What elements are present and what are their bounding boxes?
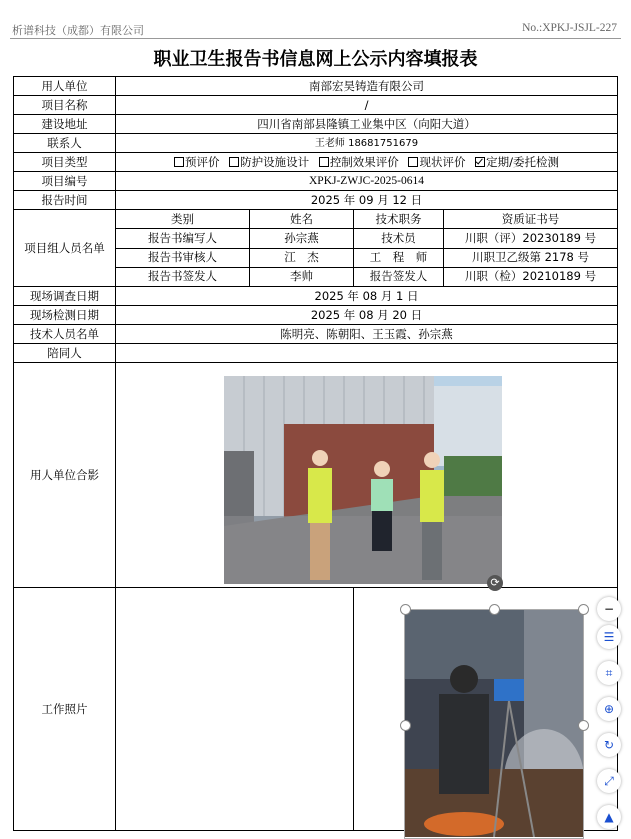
label-tech-staff: 技术人员名单 <box>14 325 116 344</box>
fit-icon[interactable]: ⤢ <box>597 769 621 793</box>
team-title: 技术员 <box>354 229 444 248</box>
value-report-date: 2025 年 09 月 12 日 <box>116 191 618 210</box>
team-name: 孙宗燕 <box>250 229 354 248</box>
row-project-name <box>14 96 618 115</box>
label-report-date: 报告时间 <box>14 191 116 210</box>
row-escort <box>14 344 618 363</box>
resize-handle[interactable] <box>400 720 411 731</box>
row-test-date <box>14 306 618 325</box>
value-contact: 王老师 18681751679 <box>116 134 618 153</box>
value-project-name: / <box>116 96 618 115</box>
label-address: 建设地址 <box>14 115 116 134</box>
label-group-photo: 用人单位合影 <box>14 363 116 588</box>
checkbox-icon <box>408 157 418 167</box>
image-selection-frame <box>404 609 584 839</box>
value-survey-date: 2025 年 08 月 1 日 <box>116 287 618 306</box>
team-cert: 川职（评）20230189 号 <box>444 229 618 248</box>
minus-icon[interactable]: − <box>597 597 621 621</box>
value-test-date: 2025 年 08 月 20 日 <box>116 306 618 325</box>
project-type-options <box>116 153 618 172</box>
value-employer: 南部宏昊铸造有限公司 <box>116 77 618 96</box>
checkbox-icon <box>174 157 184 167</box>
row-address <box>14 115 618 134</box>
value-tech-staff: 陈明亮、陈朝阳、王玉霞、孙宗燕 <box>116 325 618 344</box>
label-project-name: 项目名称 <box>14 96 116 115</box>
label-escort: 陪同人 <box>14 344 116 363</box>
label-project-no: 项目编号 <box>14 172 116 191</box>
rotate-icon[interactable]: ↻ <box>597 733 621 757</box>
group-photo[interactable] <box>224 376 502 584</box>
label-contact: 联系人 <box>14 134 116 153</box>
ai-assistant-icon[interactable]: ▲ <box>597 805 621 829</box>
value-address: 四川省南部县隆镇工业集中区（向阳大道） <box>116 115 618 134</box>
row-survey-date <box>14 287 618 306</box>
label-project-type: 项目类型 <box>14 153 116 172</box>
row-project-no <box>14 172 618 191</box>
label-team: 项目组人员名单 <box>14 210 116 287</box>
label-test-date: 现场检测日期 <box>14 306 116 325</box>
document-number: No.:XPKJ-JSJL-227 <box>522 22 617 34</box>
option-status-evaluation[interactable]: 现状评价 <box>408 155 465 169</box>
crop-icon[interactable]: ⌗ <box>597 661 621 685</box>
row-tech-staff <box>14 325 618 344</box>
resize-handle[interactable] <box>578 604 589 615</box>
row-contact <box>14 134 618 153</box>
checkbox-icon <box>319 157 329 167</box>
value-project-no: XPKJ-ZWJC-2025-0614 <box>116 172 618 191</box>
option-pre-evaluation[interactable]: 预评价 <box>174 155 220 169</box>
checkbox-icon <box>229 157 239 167</box>
text-layout-icon[interactable]: ☰ <box>597 625 621 649</box>
page-title: 职业卫生报告书信息网上公示内容填报表 <box>153 49 478 70</box>
row-employer <box>14 77 618 96</box>
team-header-name: 姓名 <box>250 210 354 229</box>
row-report-date <box>14 191 618 210</box>
resize-handle[interactable] <box>400 604 411 615</box>
value-escort <box>116 344 618 363</box>
resize-handle[interactable] <box>489 604 500 615</box>
rotate-handle-icon[interactable]: ⟳ <box>487 575 503 591</box>
team-role: 报告书编写人 <box>116 229 250 248</box>
label-work-photos: 工作照片 <box>14 588 116 831</box>
team-title: 工 程 师 <box>354 248 444 267</box>
label-employer: 用人单位 <box>14 77 116 96</box>
option-control-evaluation[interactable]: 控制效果评价 <box>319 155 399 169</box>
label-survey-date: 现场调查日期 <box>14 287 116 306</box>
team-title: 报告签发人 <box>354 267 444 286</box>
work-photo-cell-left <box>116 588 354 831</box>
team-header-title: 技术职务 <box>354 210 444 229</box>
team-name: 江 杰 <box>250 248 354 267</box>
resize-handle[interactable] <box>578 720 589 731</box>
zoom-icon[interactable]: ⊕ <box>597 697 621 721</box>
header-divider <box>10 38 621 39</box>
company-header: 析谱科技（成都）有限公司 <box>12 24 144 37</box>
row-team-header <box>14 210 618 229</box>
row-project-type <box>14 153 618 172</box>
team-role: 报告书审核人 <box>116 248 250 267</box>
team-cert: 川职（检）20210189 号 <box>444 267 618 286</box>
option-protection-design[interactable]: 防护设施设计 <box>229 155 309 169</box>
checked-checkbox-icon <box>475 157 485 167</box>
option-periodic-testing[interactable]: 定期/委托检测 <box>475 155 559 169</box>
team-role: 报告书签发人 <box>116 267 250 286</box>
team-name: 李帅 <box>250 267 354 286</box>
team-header-cert: 资质证书号 <box>444 210 618 229</box>
team-cert: 川职卫乙级第 2178 号 <box>444 248 618 267</box>
team-header-role: 类别 <box>116 210 250 229</box>
